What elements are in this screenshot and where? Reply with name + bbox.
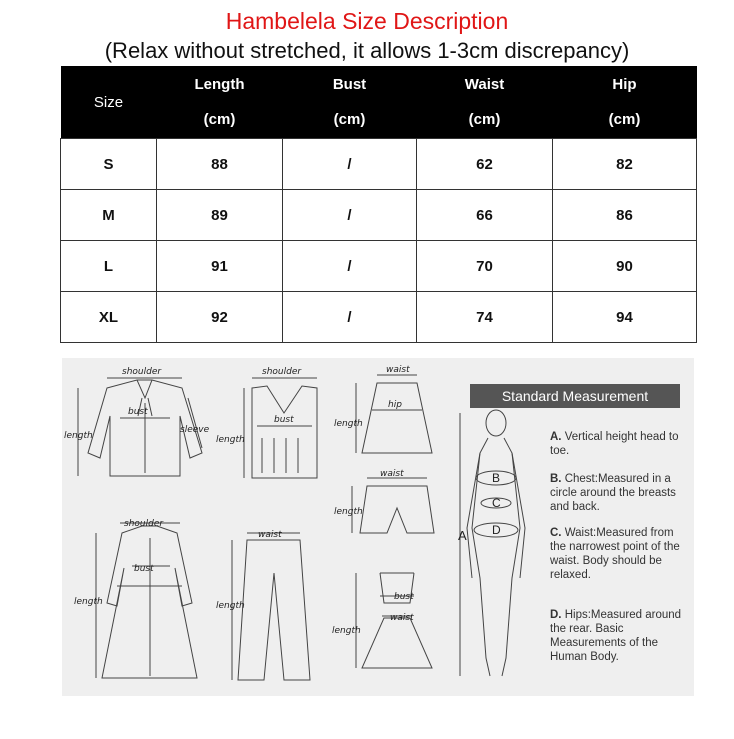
header-bust: [283, 66, 417, 139]
header-hip-unit: (cm): [608, 111, 641, 128]
table-header-row: [61, 66, 697, 139]
note-a-text: Vertical height head to toe.: [550, 431, 679, 457]
header-length: [157, 66, 283, 139]
header-size: Size: [61, 66, 157, 139]
header-bust-label: Bust: [332, 76, 367, 93]
body-mark-a: A: [458, 528, 467, 543]
note-b-text: Chest:Measured in a circle around the breasts and back.: [550, 473, 676, 513]
note-b-key: B.: [550, 473, 562, 485]
cell-waist: 70: [417, 241, 553, 292]
cell-size: S: [61, 139, 157, 190]
size-table: [60, 66, 697, 343]
body-mark-c: C: [492, 496, 501, 510]
cell-waist: 62: [417, 139, 553, 190]
header-waist-unit: (cm): [468, 111, 501, 128]
header-length-label: Length: [194, 76, 245, 93]
body-mark-d: D: [492, 523, 501, 537]
note-d-key: D.: [550, 609, 562, 621]
cell-length: 88: [157, 139, 283, 190]
vest-shoulder-label: shoulder: [262, 367, 302, 377]
coat-sketch-icon: [96, 523, 197, 678]
table-row: [61, 190, 697, 241]
cell-hip: 82: [553, 139, 697, 190]
vest-sketch-icon: [244, 378, 317, 478]
dress-bust-label: bust: [394, 592, 414, 602]
table-row: [61, 139, 697, 190]
shorts-length-label: length: [334, 507, 363, 517]
cell-bust: /: [283, 139, 417, 190]
cell-length: 89: [157, 190, 283, 241]
table-row: [61, 292, 697, 343]
cell-hip: 94: [553, 292, 697, 343]
dress-waist-label: waist: [390, 613, 414, 623]
human-body-icon: [460, 410, 525, 676]
coat-shoulder-label: shoulder: [124, 519, 164, 529]
shirt-shoulder-label: shoulder: [122, 367, 162, 377]
cell-waist: 74: [417, 292, 553, 343]
body-mark-b: B: [492, 471, 501, 485]
skirt-waist-label: waist: [386, 365, 410, 375]
note-c-key: C.: [550, 527, 562, 539]
note-c: [550, 526, 692, 582]
header-length-unit: (cm): [203, 111, 236, 128]
vest-length-label: length: [216, 435, 245, 445]
cell-bust: /: [283, 190, 417, 241]
cell-length: 92: [157, 292, 283, 343]
shorts-sketch-icon: [352, 478, 434, 533]
measurement-diagram: [62, 358, 694, 696]
page-title: Hambelela Size Description: [225, 8, 509, 34]
cell-size: M: [61, 190, 157, 241]
standard-measurement-title: Standard Measurement: [470, 384, 680, 408]
shirt-length-label: length: [64, 431, 93, 441]
garment-labels: [64, 365, 501, 636]
cell-hip: 90: [553, 241, 697, 292]
shirt-sleeve-label: sleeve: [180, 425, 210, 435]
skirt-sketch-icon: [356, 375, 432, 453]
header-bust-unit: (cm): [333, 111, 366, 128]
coat-length-label: length: [74, 597, 103, 607]
shirt-bust-label: bust: [128, 407, 148, 417]
header-hip-label: Hip: [612, 76, 637, 93]
note-a: [550, 430, 692, 458]
skirt-length-label: length: [334, 419, 363, 429]
header-waist: [417, 66, 553, 139]
note-b: [550, 472, 692, 514]
cell-hip: 86: [553, 190, 697, 241]
cell-length: 91: [157, 241, 283, 292]
note-a-key: A.: [550, 431, 562, 443]
cell-size: L: [61, 241, 157, 292]
cell-bust: /: [283, 241, 417, 292]
cell-bust: /: [283, 292, 417, 343]
page-subtitle: (Relax without stretched, it allows 1-3cm discrepancy): [104, 38, 630, 63]
cell-waist: 66: [417, 190, 553, 241]
header-waist-label: Waist: [464, 76, 505, 93]
note-d-text: Hips:Measured around the rear. Basic Measurements of the Human Body.: [550, 609, 682, 663]
shorts-waist-label: waist: [380, 469, 404, 479]
note-d: [550, 608, 692, 664]
dress-length-label: length: [332, 626, 361, 636]
vest-bust-label: bust: [274, 415, 294, 425]
note-c-text: Waist:Measured from the narrowest point of the waist. Body should be relaxed.: [550, 527, 680, 581]
coat-bust-label: bust: [134, 564, 154, 574]
trousers-length-label: length: [216, 601, 245, 611]
header-hip: [553, 66, 697, 139]
cell-size: XL: [61, 292, 157, 343]
trousers-waist-label: waist: [258, 530, 282, 540]
table-row: [61, 241, 697, 292]
skirt-hip-label: hip: [388, 400, 402, 410]
